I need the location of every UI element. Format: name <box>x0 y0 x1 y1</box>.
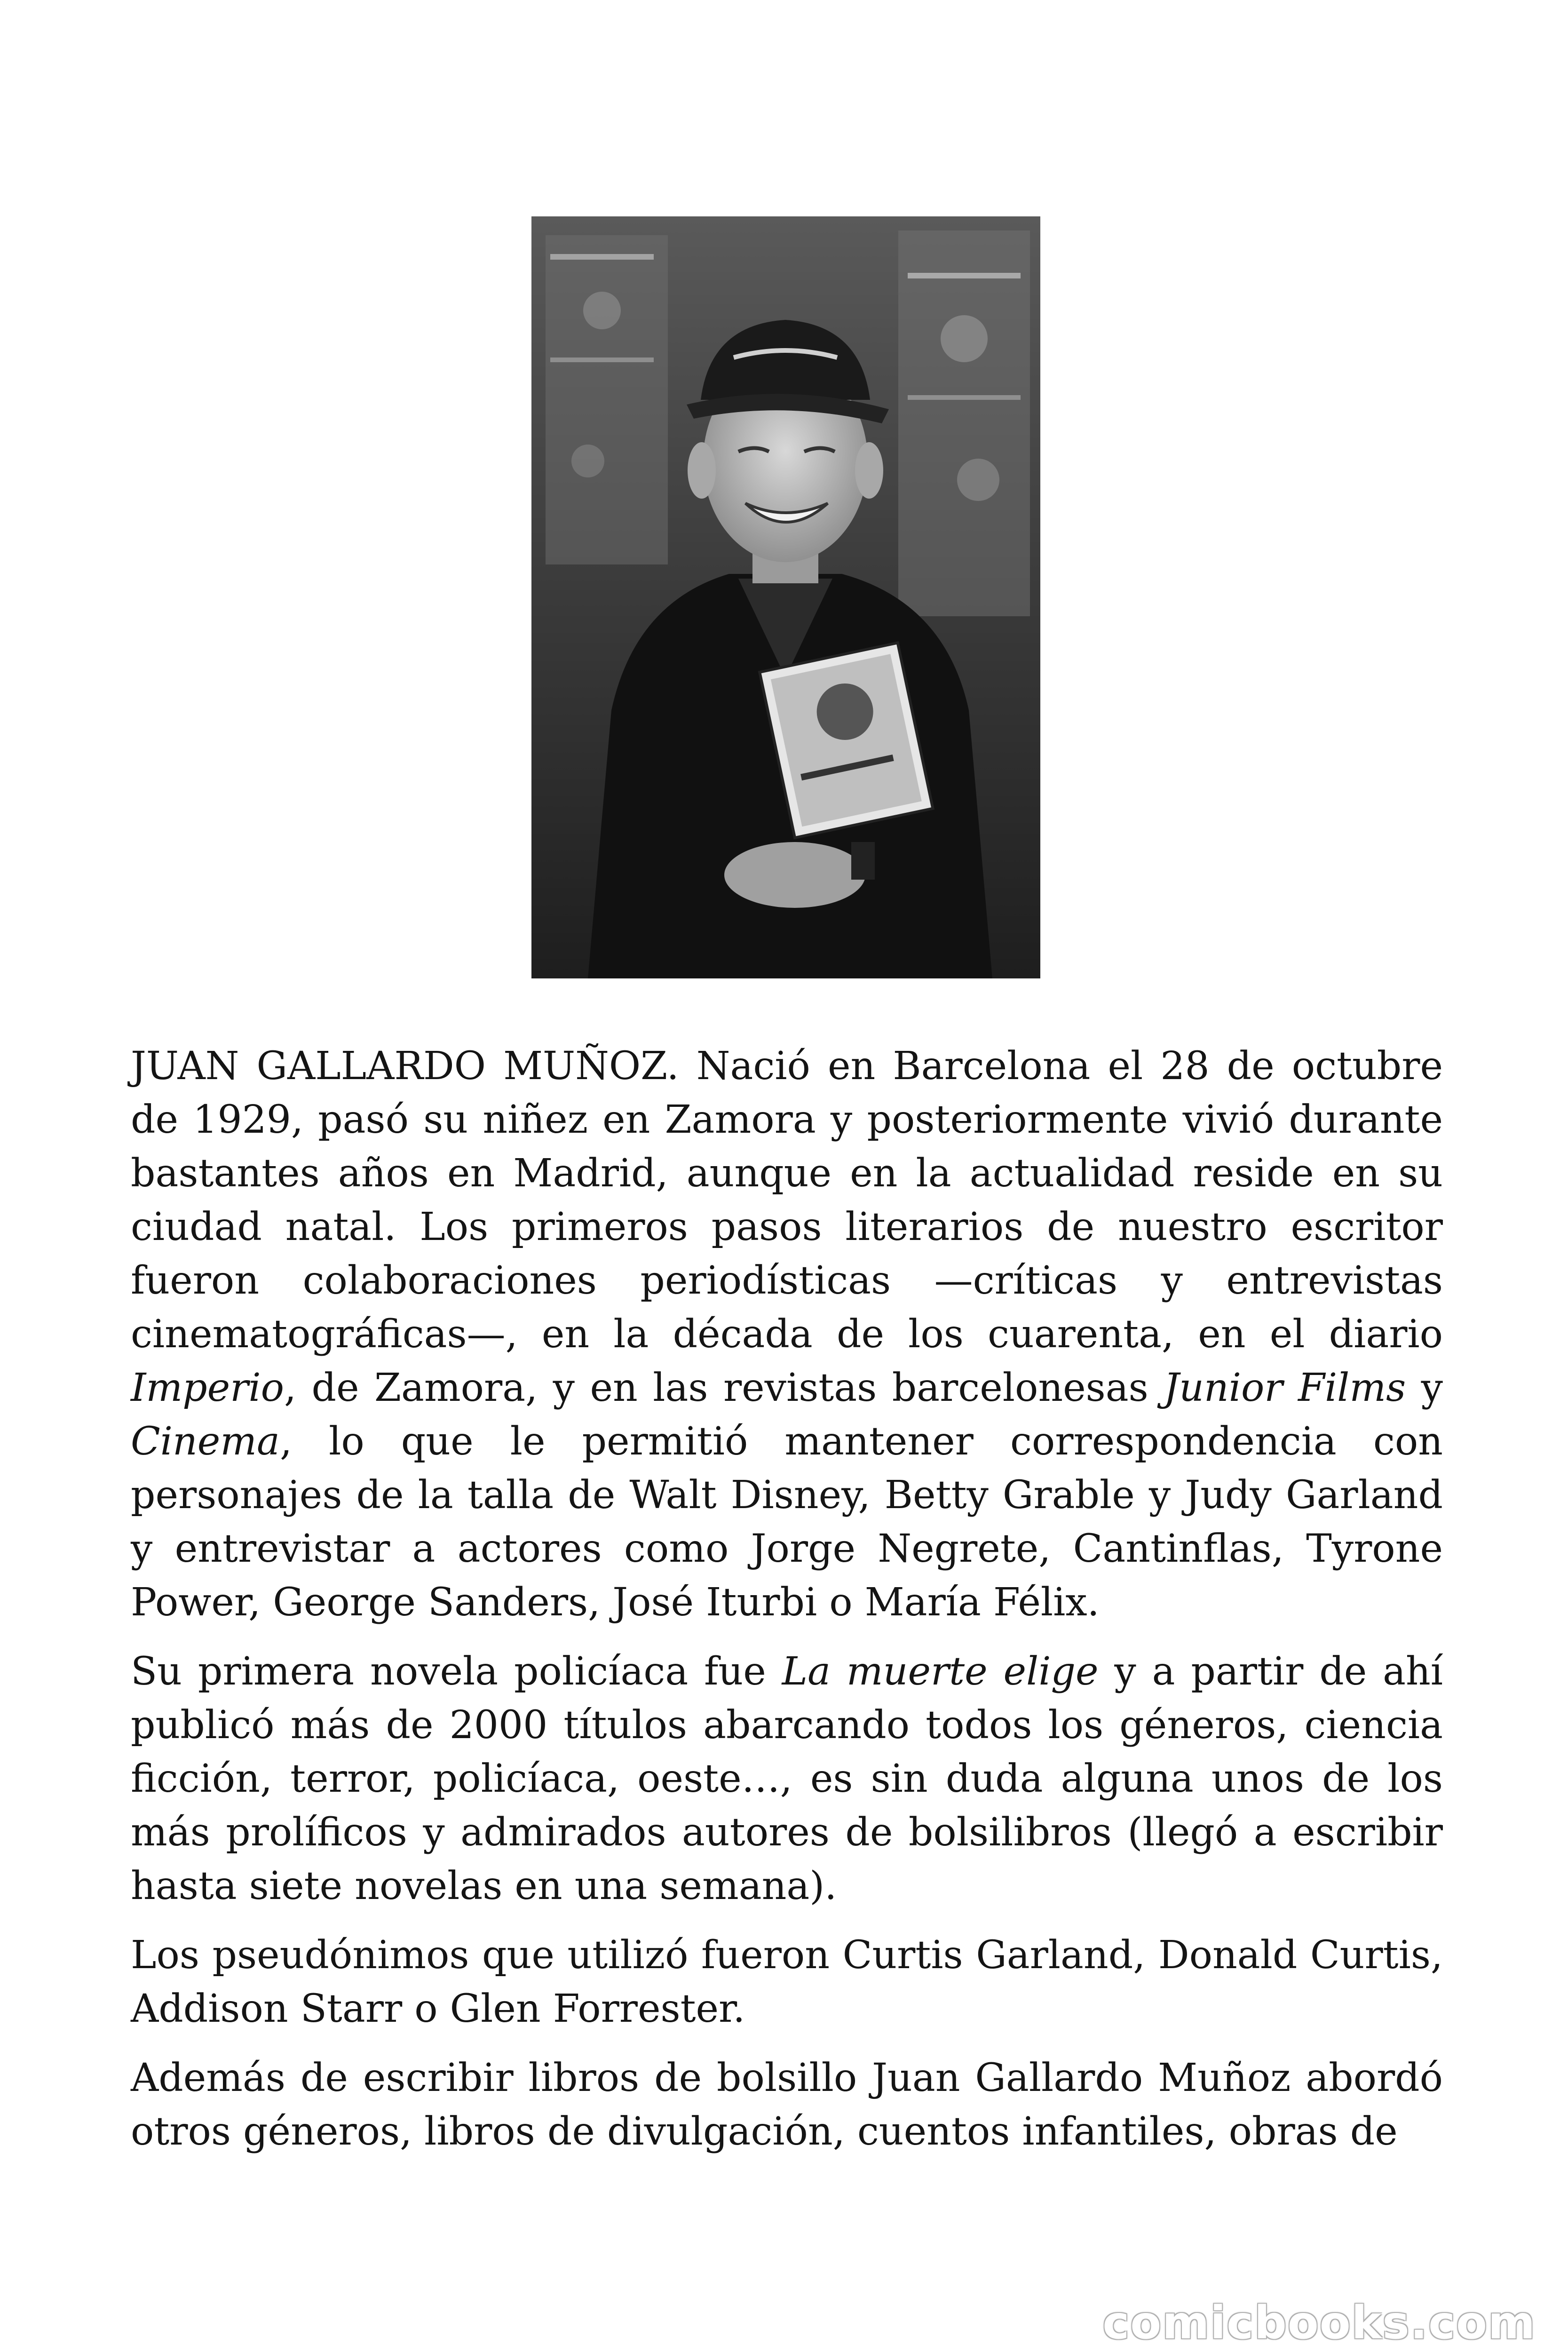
text-run: Su primera novela policíaca fue <box>131 1649 782 1694</box>
italic-title: Cinema <box>131 1419 280 1464</box>
author-photo <box>531 216 1040 978</box>
text-run: y a partir de ahí publicó más de 2000 títulos abarcando todos los géneros, ciencia ficción, terror, policíaca, oeste…, es sin duda alguna unos de los más prolíficos y admirados autores de bolsilibros (llegó a escribir hasta siete novelas en una semana). <box>131 1649 1443 1908</box>
bio-paragraph <box>131 1929 1443 2036</box>
author-portrait-icon <box>531 216 1040 978</box>
text-run: , de Zamora, y en las revistas barcelonesas <box>284 1366 1164 1410</box>
italic-title: Imperio <box>131 1366 284 1410</box>
text-run: Además de escribir libros de bolsillo Juan Gallardo Muñoz abordó otros géneros, libros de divulgación, cuentos infantiles, obras de <box>131 2056 1443 2154</box>
text-run: , lo que le permitió mantener correspondencia con personajes de la talla de Walt Disney, Betty Grable y Judy Garland y entrevistar a actores como Jorge Negrete, Cantinflas, Tyrone Power, George Sanders, José Iturbi o María Félix. <box>131 1419 1443 1625</box>
author-bio <box>131 1040 1443 2174</box>
watermark: comicbooks.com <box>1102 2296 1536 2349</box>
bio-paragraph <box>131 1645 1443 1913</box>
text-run: JUAN GALLARDO MUÑOZ. Nació en Barcelona el 28 de octubre de 1929, pasó su niñez en Zamora y posteriormente vivió durante bastantes años en Madrid, aunque en la actualidad reside en su ciudad natal. Los primeros pasos literarios de nuestro escritor fueron colaboraciones periodísticas —críticas y entrevistas cinematográficas—, en la década de los cuarenta, en el diario <box>131 1044 1443 1357</box>
bio-paragraph <box>131 1040 1443 1629</box>
text-run: Los pseudónimos que utilizó fueron Curtis Garland, Donald Curtis, Addison Starr o Glen Forrester. <box>131 1933 1443 2031</box>
italic-title: La muerte elige <box>782 1649 1099 1694</box>
bio-paragraph <box>131 2051 1443 2159</box>
italic-title: Junior Films <box>1164 1366 1406 1410</box>
text-run: y <box>1406 1366 1443 1410</box>
